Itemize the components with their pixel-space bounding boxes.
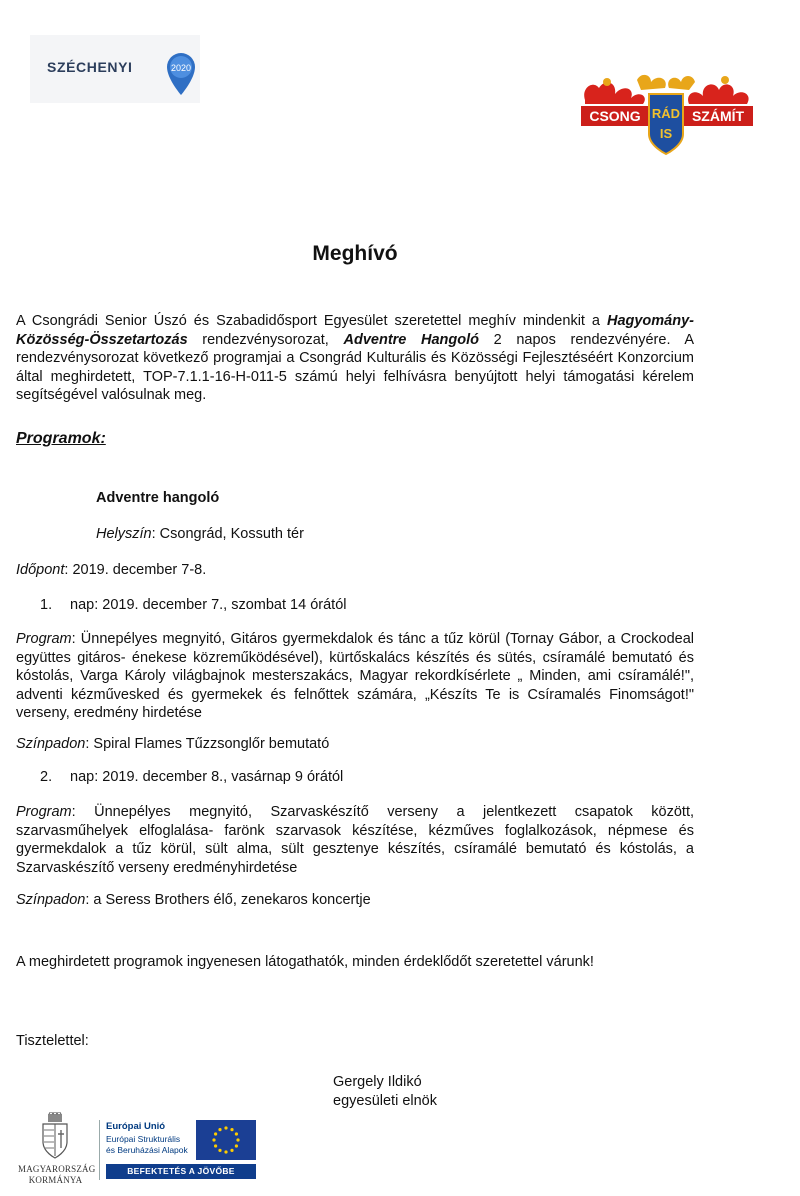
programs-heading: Programok: [16, 430, 106, 447]
szechenyi-pin-icon [165, 51, 197, 97]
intro-text-3: 2 napos rendezvényére. A rendezvénysorozat következő programjai a Csongrád Kulturális és Közösségi Fejlesztéséért Konzorcium által meghirdetett, TOP-7.1.1-16-H-011-5 számú helyi felhívásra benyújtott helyi támogatási kérelem segítségével valósulnak meg. [16, 331, 694, 403]
eu-flag-icon [196, 1120, 256, 1160]
day2-program-label: Program [16, 804, 72, 820]
regards-text: Tisztelettel: [16, 1033, 89, 1049]
eu-government-logo [18, 1112, 248, 1186]
day1-program-text: : Ünnepélyes megnyitó, Gitáros gyermekdalok és tánc a tűz körül (Tornay Gábor, a Crockodeal együttes gitáros- énekese közreműködésével), kürtőskalács készítés és sütés, csíramálé bemutató és kóstolás, Varga Károly világbajnok mesterszakács, Magyar rekordkísérlete „ Minden, ami csíramálé!", adventi kézművesked és gyermekek és felnőttek számára, „Készíts Te is Csíramalés Finomságot!" verseny, eredmény hirdetése [16, 631, 694, 721]
closing-text: A meghirdetett programok ingyenesen látogathatók, minden érdeklődőt szeretettel várunk! [16, 954, 594, 970]
hungarian-crest-icon [40, 1112, 70, 1160]
day2-number: 2. [40, 769, 53, 785]
day2-stage-text: : a Seress Brothers élő, zenekaros koncertje [85, 892, 371, 908]
day1-stage-text: : Spiral Flames Tűzzsonglőr bemutató [85, 736, 330, 752]
signer-role: egyesületi elnök [333, 1093, 437, 1109]
szechenyi-year: 2020 [170, 63, 192, 73]
day1-program-label: Program [16, 631, 72, 647]
day2-text: nap: 2019. december 8., vasárnap 9 órától [70, 769, 344, 785]
signer-name: Gergely Ildikó [333, 1074, 422, 1090]
day1-text: nap: 2019. december 7., szombat 14 órától [70, 597, 347, 613]
csongrad-logo-rad: RÁD [651, 106, 681, 121]
page-title: Meghívó [312, 242, 398, 265]
day1-program [16, 630, 694, 723]
location-line [96, 525, 304, 544]
szechenyi-logo-text: SZÉCHENYI [47, 59, 133, 75]
location-label: Helyszín [96, 526, 152, 542]
intro-paragraph [16, 312, 694, 405]
time-value: : 2019. december 7-8. [64, 562, 207, 578]
csongrad-logo-is: IS [659, 126, 673, 141]
day1-stage [16, 735, 329, 754]
day2-program-text: : Ünnepélyes megnyitó, Szarvaskészítő verseny a jelentkezett csapatok között, szarvasműhelyek elfoglalása- farönk szarvasok készítése, kézműves foglalkozások, népmese és gyermekdalok a tűz körül, sült alma, sült gesztenye készítés, csíramálé bemutató és kóstolás, a Szarvaskészítő verseny eredményhirdetése [16, 804, 694, 876]
day2-stage [16, 891, 371, 910]
gov-logo-line2: KORMÁNYA [28, 1175, 83, 1185]
eu-line3: és Beruházási Alapok [106, 1145, 188, 1155]
gov-logo-line1: MAGYARORSZÁG [18, 1164, 96, 1174]
csongrad-logo-right: SZÁMÍT [691, 108, 745, 124]
time-label: Időpont [16, 562, 65, 578]
intro-text-1: A Csongrádi Senior Úszó és Szabadidősport Egyesület szeretettel meghív mindenkit a [16, 313, 607, 329]
eu-line2: Európai Strukturális [106, 1134, 181, 1144]
eu-title: Európai Unió [106, 1121, 166, 1132]
szechenyi-2020-logo [30, 35, 200, 103]
series-name: Hagyomány-Közösség-Összetartozás [16, 313, 694, 348]
event-name: Adventre Hangoló [343, 331, 479, 348]
event-title: Adventre hangoló [96, 490, 220, 506]
eu-band: BEFEKTETÉS A JÖVŐBE [106, 1164, 256, 1179]
day2-program [16, 803, 694, 877]
location-value: : Csongrád, Kossuth tér [151, 526, 304, 542]
logo-divider [99, 1120, 100, 1180]
day2-stage-label: Színpadon [16, 892, 86, 908]
intro-text-2: rendezvénysorozat, [187, 331, 344, 348]
day1-number: 1. [40, 597, 53, 613]
csongrad-is-szamit-logo [577, 70, 755, 156]
time-line [16, 561, 206, 580]
csongrad-logo-left: CSONG [589, 108, 641, 124]
day1-stage-label: Színpadon [16, 736, 86, 752]
